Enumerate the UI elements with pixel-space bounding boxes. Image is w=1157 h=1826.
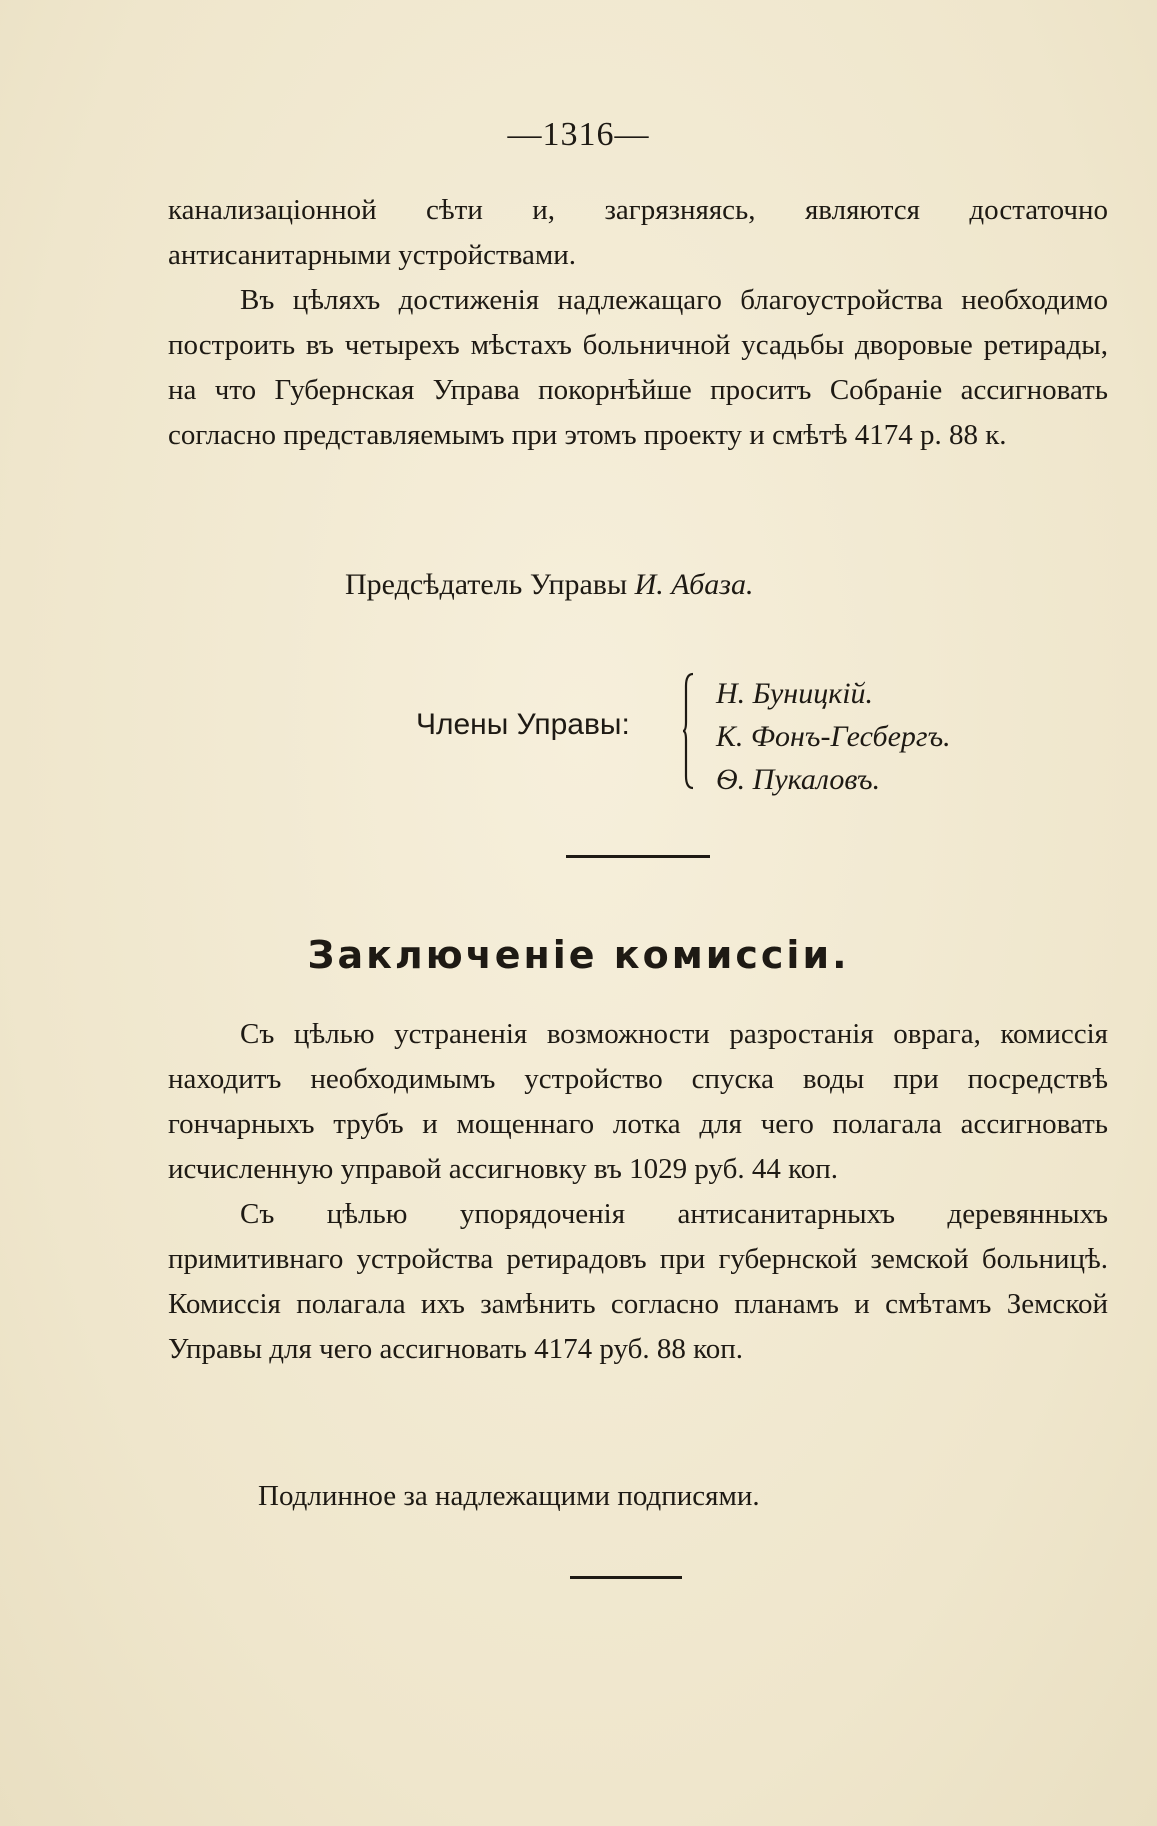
conclusion-paragraph-1: Съ цѣлью устраненiя возможности разростанiя оврага, комиссiя находитъ необходимымъ устройство спуска воды при посредствѣ гончарныхъ трубъ и мощеннаго лотка для чего полагала ассигновать исчисленную управой ассигновку въ 1029 руб. 44 коп. <box>168 1018 1108 1185</box>
chairman-name: И. Абаза. <box>634 568 754 601</box>
chairman-label: Предсѣдатель Управы <box>345 568 628 601</box>
members-brace <box>683 672 695 790</box>
conclusion-paragraph-2: Съ цѣлью упорядоченiя антисанитарныхъ деревянныхъ примитивнаго устройства ретирадовъ при губернской земской больницѣ. Комиссiя полагала ихъ замѣнить согласно планамъ и смѣтамъ Земской Управы для чего ассигновать 4174 руб. 88 коп. <box>168 1198 1108 1365</box>
conclusion-text <box>168 1012 1108 1372</box>
section-divider <box>566 855 710 858</box>
signatures-note: Подлинное за надлежащими подписями. <box>258 1480 760 1512</box>
members-list <box>716 672 951 801</box>
members-label: Члены Управы: <box>416 708 630 741</box>
chairman-signature <box>345 568 753 602</box>
intro-paragraph-1: канализацiонной сѣти и, загрязняясь, являются достаточно антисанитарными устройствами. <box>168 194 1108 271</box>
page-number: —1316— <box>507 116 650 153</box>
intro-paragraph-2: Въ цѣляхъ достиженiя надлежащаго благоустройства необходимо построить въ четырехъ мѣстахъ больничной усадьбы дворовые ретирады, на что Губернская Управа покорнѣйше проситъ Собранiе ассигновать согласно представляемымъ при этомъ проекту и смѣтѣ 4174 р. 88 к. <box>168 284 1108 451</box>
end-divider <box>570 1576 682 1579</box>
member-name: Н. Буницкiй. <box>716 677 874 710</box>
intro-text <box>168 188 1108 458</box>
conclusion-title: Заключенiе комиссiи. <box>307 933 850 977</box>
member-name: К. Фонъ-Гесбергъ. <box>716 720 951 753</box>
member-name: Ѳ. Пукаловъ. <box>716 763 881 796</box>
